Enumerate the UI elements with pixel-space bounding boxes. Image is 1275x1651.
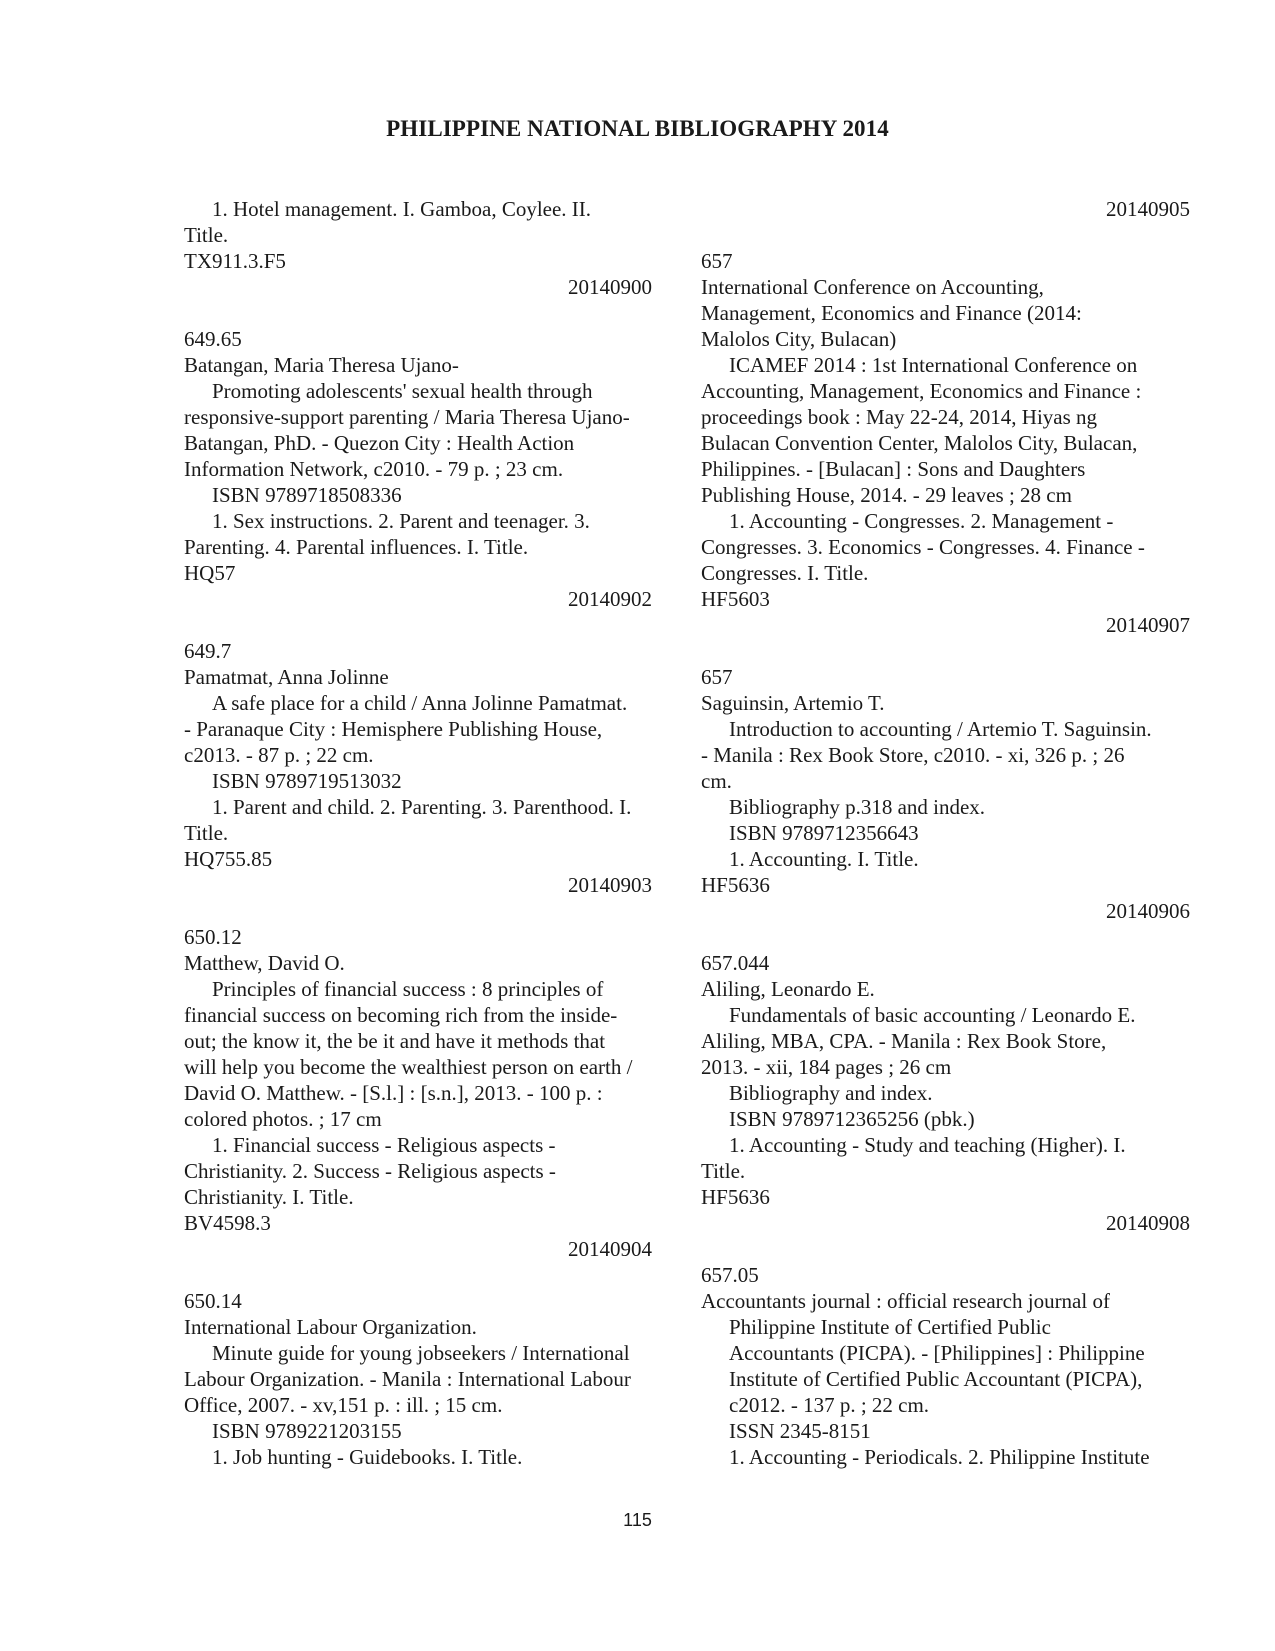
entry-line: Pamatmat, Anna Jolinne <box>184 665 389 689</box>
entry-line-indented: 1. Job hunting - Guidebooks. I. Title. <box>212 1445 523 1469</box>
entry-line: Philippines. - [Bulacan] : Sons and Daughters <box>701 457 1086 481</box>
entry-line: 649.7 <box>184 639 232 663</box>
entry-line: Congresses. I. Title. <box>701 561 869 585</box>
entry-line-indented: ISBN 9789221203155 <box>212 1419 402 1443</box>
entry-line: Title. <box>701 1159 746 1183</box>
entry-line: cm. <box>701 769 732 793</box>
entry-date-code: 20140903 <box>568 873 652 897</box>
entry-line-indented: 1. Hotel management. I. Gamboa, Coylee. II. <box>212 197 592 221</box>
entry-line: Malolos City, Bulacan) <box>701 327 897 351</box>
entry-line: HQ57 <box>184 561 236 585</box>
entry-line: Parenting. 4. Parental influences. I. Title. <box>184 535 529 559</box>
entry-line: HF5603 <box>701 587 770 611</box>
entry-line: HQ755.85 <box>184 847 273 871</box>
entry-line: HF5636 <box>701 873 770 897</box>
entry-spacer <box>701 924 1190 950</box>
entry-line: - Paranaque City : Hemisphere Publishing House, <box>184 717 603 741</box>
entry-line: 649.65 <box>184 327 242 351</box>
entry-line-indented: ICAMEF 2014 : 1st International Conference on <box>729 353 1138 377</box>
entry-line-indented: ISBN 9789718508336 <box>212 483 402 507</box>
entry-line-indented: Philippine Institute of Certified Public <box>729 1315 1051 1339</box>
entry-date-code: 20140906 <box>1106 899 1190 923</box>
entry-line: Management, Economics and Finance (2014: <box>701 301 1082 325</box>
entry-line-indented: 1. Accounting - Periodicals. 2. Philippine Institute <box>729 1445 1150 1469</box>
entry-spacer <box>184 1262 652 1288</box>
entry-line: Congresses. 3. Economics - Congresses. 4. Finance - <box>701 535 1145 559</box>
entry-line-indented: Minute guide for young jobseekers / International <box>212 1341 630 1365</box>
entry-line: TX911.3.F5 <box>184 249 286 273</box>
entry-line: Information Network, c2010. - 79 p. ; 23 cm. <box>184 457 564 481</box>
entry-line-indented: Fundamentals of basic accounting / Leonardo E. <box>729 1003 1136 1027</box>
entry-line: 2013. - xii, 184 pages ; 26 cm <box>701 1055 952 1079</box>
entry-line: Accounting, Management, Economics and Finance : <box>701 379 1142 403</box>
entry-line: c2013. - 87 p. ; 22 cm. <box>184 743 374 767</box>
entry-line: 657 <box>701 665 733 689</box>
entry-line-indented: 1. Accounting - Study and teaching (Higher). I. <box>729 1133 1126 1157</box>
entry-spacer <box>701 222 1190 248</box>
entry-date-code: 20140905 <box>1106 197 1190 221</box>
entry-line-indented: Introduction to accounting / Artemio T. Saguinsin. <box>729 717 1152 741</box>
entry-spacer <box>184 300 652 326</box>
entry-line-indented: 1. Financial success - Religious aspects - <box>212 1133 556 1157</box>
entry-line-indented: 1. Sex instructions. 2. Parent and teenager. 3. <box>212 509 590 533</box>
entry-line: 657.044 <box>701 951 770 975</box>
entry-line: 657 <box>701 249 733 273</box>
entry-line: International Conference on Accounting, <box>701 275 1044 299</box>
entry-line-indented: Principles of financial success : 8 principles of <box>212 977 604 1001</box>
entry-line: Office, 2007. - xv,151 p. : ill. ; 15 cm. <box>184 1393 503 1417</box>
left-column <box>184 196 652 1470</box>
entry-line-indented: ISBN 9789712356643 <box>729 821 919 845</box>
entry-line: Bulacan Convention Center, Malolos City, Bulacan, <box>701 431 1138 455</box>
entry-line: Christianity. I. Title. <box>184 1185 354 1209</box>
entry-line: Title. <box>184 821 229 845</box>
entry-line: will help you become the wealthiest person on earth / <box>184 1055 633 1079</box>
entry-line: - Manila : Rex Book Store, c2010. - xi, 326 p. ; 26 <box>701 743 1125 767</box>
entry-line: Aliling, MBA, CPA. - Manila : Rex Book Store, <box>701 1029 1107 1053</box>
entry-date-code: 20140900 <box>568 275 652 299</box>
entry-line: proceedings book : May 22-24, 2014, Hiyas ng <box>701 405 1098 429</box>
entry-line: Saguinsin, Artemio T. <box>701 691 885 715</box>
entry-line-indented: c2012. - 137 p. ; 22 cm. <box>729 1393 930 1417</box>
entry-line: financial success on becoming rich from the inside- <box>184 1003 618 1027</box>
entry-line: Labour Organization. - Manila : International Labour <box>184 1367 631 1391</box>
entry-line: Batangan, Maria Theresa Ujano- <box>184 353 459 377</box>
entry-date-code: 20140907 <box>1106 613 1190 637</box>
entry-date-code: 20140904 <box>568 1237 652 1261</box>
entry-line: David O. Matthew. - [S.l.] : [s.n.], 2013. - 100 p. : <box>184 1081 603 1105</box>
entry-line: BV4598.3 <box>184 1211 271 1235</box>
entry-date-code: 20140908 <box>1106 1211 1190 1235</box>
entry-line: International Labour Organization. <box>184 1315 477 1339</box>
entry-line: responsive-support parenting / Maria Theresa Ujano- <box>184 405 630 429</box>
entry-line: Accountants journal : official research journal of <box>701 1289 1110 1313</box>
page-number: 115 <box>623 1510 652 1530</box>
entry-line-indented: 1. Accounting. I. Title. <box>729 847 919 871</box>
entry-line-indented: Promoting adolescents' sexual health through <box>212 379 593 403</box>
entry-line-indented: 1. Accounting - Congresses. 2. Management - <box>729 509 1114 533</box>
entry-line: 657.05 <box>701 1263 759 1287</box>
entry-spacer <box>701 638 1190 664</box>
entry-line-indented: Bibliography p.318 and index. <box>729 795 986 819</box>
entry-line-indented: Institute of Certified Public Accountant (PICPA), <box>729 1367 1143 1391</box>
entry-spacer <box>184 612 652 638</box>
entry-line: Batangan, PhD. - Quezon City : Health Action <box>184 431 575 455</box>
entry-line: Matthew, David O. <box>184 951 345 975</box>
entry-line-indented: A safe place for a child / Anna Jolinne Pamatmat. <box>212 691 628 715</box>
entry-line-indented: 1. Parent and child. 2. Parenting. 3. Parenthood. I. <box>212 795 632 819</box>
entry-spacer <box>701 1236 1190 1262</box>
entry-line: out; the know it, the be it and have it methods that <box>184 1029 606 1053</box>
entry-line: Aliling, Leonardo E. <box>701 977 875 1001</box>
entry-line: Christianity. 2. Success - Religious aspects - <box>184 1159 556 1183</box>
entry-spacer <box>184 898 652 924</box>
entry-line-indented: Accountants (PICPA). - [Philippines] : Philippine <box>729 1341 1145 1365</box>
entry-line: colored photos. ; 17 cm <box>184 1107 382 1131</box>
entry-line: Title. <box>184 223 229 247</box>
entry-line: 650.14 <box>184 1289 242 1313</box>
right-column <box>701 196 1190 1470</box>
entry-line-indented: ISBN 9789712365256 (pbk.) <box>729 1107 975 1131</box>
entry-line-indented: ISBN 9789719513032 <box>212 769 402 793</box>
entry-line: HF5636 <box>701 1185 770 1209</box>
entry-line: Publishing House, 2014. - 29 leaves ; 28 cm <box>701 483 1072 507</box>
page-title: PHILIPPINE NATIONAL BIBLIOGRAPHY 2014 <box>386 116 889 141</box>
entry-date-code: 20140902 <box>568 587 652 611</box>
entry-line: 650.12 <box>184 925 242 949</box>
entry-line-indented: ISSN 2345-8151 <box>729 1419 871 1443</box>
entry-line-indented: Bibliography and index. <box>729 1081 933 1105</box>
